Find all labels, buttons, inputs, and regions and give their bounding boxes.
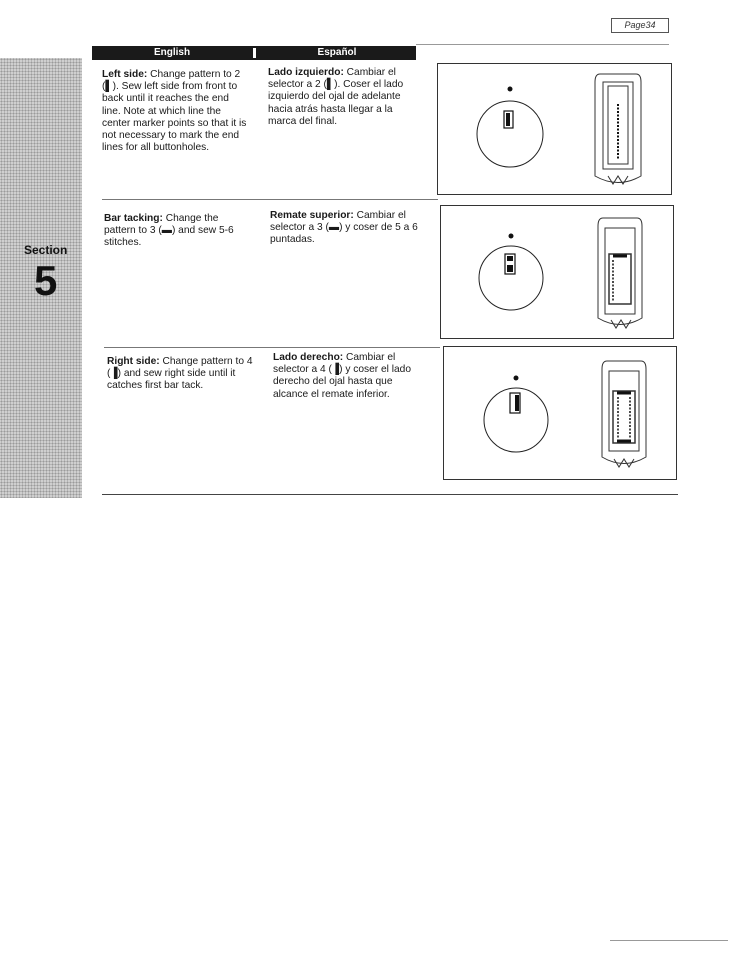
step-3-english-heading: Right side: xyxy=(107,356,160,367)
step-1-spanish xyxy=(268,67,414,128)
step-2-spanish-body: Cambiar el selector a 3 (▬) y coser de 5 a 6 puntadas. xyxy=(270,210,418,246)
step-1-english-body: Change pattern to 2 (▌). Sew left side from front to back until it reaches the end line. Note at which line the center marker points so that it is not necessary to mark the end lines for all buttonholes. xyxy=(102,69,247,154)
step-3-spanish xyxy=(273,352,421,401)
step-3-spanish-body: Cambiar el selector a 4 (▐) y coser el lado derecho del ojal hasta que alcance el remate inferior. xyxy=(273,352,412,400)
step-3-english xyxy=(107,356,257,393)
step-3-illustration xyxy=(443,346,677,480)
step-2-english xyxy=(104,213,250,250)
step-1-spanish-body: Cambiar el selector a 2 (▌). Coser el lado izquierdo del ojal de adelante hacia atrás hasta llegar a la marca del final. xyxy=(268,67,404,127)
footer-rule xyxy=(610,940,728,941)
presser-foot-icon xyxy=(598,218,642,328)
column-header-english: English xyxy=(92,46,252,60)
header-rule xyxy=(416,44,669,45)
step-1-spanish-heading: Lado izquierdo: xyxy=(268,67,344,78)
step-1-illustration xyxy=(437,63,672,195)
step-2-english-heading: Bar tacking: xyxy=(104,213,163,224)
step-2-spanish-heading: Remate superior: xyxy=(270,210,354,221)
section-label: Section xyxy=(24,243,68,257)
step-2-english-body: Change the pattern to 3 (▬) and sew 5-6 stitches. xyxy=(104,213,234,249)
step-2-divider xyxy=(104,347,440,348)
step-2-illustration xyxy=(440,205,674,339)
page-number: Page34 xyxy=(611,18,669,33)
column-header-divider-inner xyxy=(253,48,256,58)
presser-foot-icon xyxy=(602,361,646,467)
step-1-english xyxy=(102,69,250,154)
bottom-divider xyxy=(102,494,678,495)
presser-foot-icon xyxy=(595,74,641,184)
step-1-divider xyxy=(102,199,438,200)
step-3-spanish-heading: Lado derecho: xyxy=(273,352,344,363)
step-3-english-body: Change pattern to 4 (▐) and sew right side until it catches first bar tack. xyxy=(107,356,253,392)
section-number: 5 xyxy=(34,257,58,304)
column-header-spanish: Español xyxy=(258,46,416,60)
step-2-spanish xyxy=(270,210,420,247)
step-1-english-heading: Left side: xyxy=(102,69,148,80)
